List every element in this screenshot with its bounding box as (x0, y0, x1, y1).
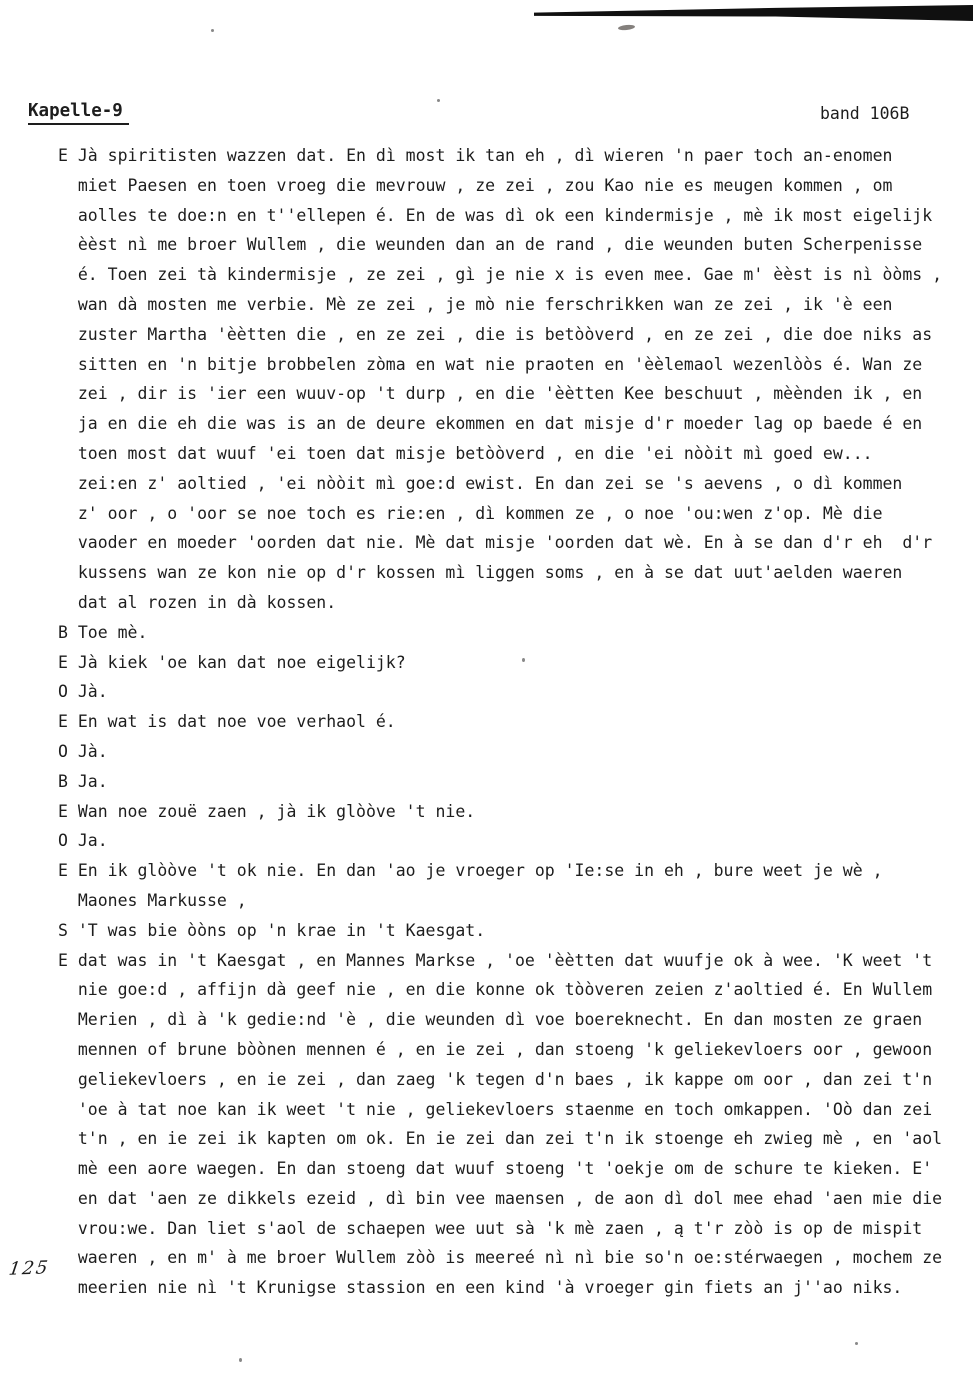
transcript-line (58, 588, 963, 618)
handwritten-margin-note: 125 (7, 1257, 51, 1280)
transcript-line (58, 707, 963, 737)
speaker-label: E (58, 652, 68, 672)
line-text: Jà spiritisten wazzen dat. En dì most ik tan eh , dì wieren 'n paer toch an-enomen (77, 146, 893, 165)
transcript-line (58, 379, 963, 409)
transcript-line (58, 558, 963, 588)
scan-smudge (618, 24, 635, 31)
transcript-line (58, 439, 963, 469)
transcript-line (58, 469, 963, 499)
line-text: Maones Markusse , (77, 890, 247, 910)
speaker-label: E (58, 801, 68, 821)
speaker-label: B (58, 771, 68, 791)
line-text: t'n , en ie zei ik kapten om ok. En ie zei dan zei t'n ik stoenge eh zwieg mè , en 'aol (77, 1129, 943, 1149)
transcript-line (58, 320, 963, 350)
line-text: mennen of brune bòònen mennen é , en ie zei , dan stoeng 'k geliekevloers oor , gewoon (77, 1039, 933, 1059)
transcript-line (58, 1005, 963, 1035)
line-text: Ja. (77, 771, 108, 791)
line-text: zei:en z' aoltied , 'ei nòòit mì goe:d ewist. En dan zei se 's aevens , o dì kommen (77, 473, 903, 493)
transcript-line (58, 260, 963, 290)
transcript-line (58, 886, 963, 916)
line-text: En wat is dat noe voe verhaol é. (77, 712, 396, 732)
transcript-line (58, 916, 963, 946)
line-text: Merien , dì à 'k gedie:nd 'è , die weunden dì voe boereknecht. En dan mosten ze graen (77, 1010, 923, 1030)
transcript-line (58, 201, 963, 231)
speaker-label: O (58, 741, 68, 761)
speaker-label: E (58, 146, 68, 165)
line-text: z' oor , o 'oor se noe toch es rie:en , dì kommen ze , o noe 'ou:wen z'op. Mè die (77, 503, 883, 523)
transcript-line (58, 737, 963, 767)
line-text: Ja. (77, 831, 108, 851)
line-text: Toe mè. (77, 622, 148, 642)
scan-speck (239, 1358, 242, 1362)
scan-speck (437, 99, 440, 102)
band-label: band 106B (820, 104, 910, 123)
line-text: Wan noe zouë zaen , jà ik glòòve 't nie. (77, 801, 476, 821)
transcript-line (58, 648, 963, 678)
line-text: ja en die eh die was is an de deure ekommen en dat misje d'r moeder lag op baede é en (77, 414, 923, 434)
speaker-label: O (58, 682, 68, 702)
transcript-line (58, 499, 963, 529)
line-text: Jà. (77, 741, 108, 761)
transcript-line (58, 171, 963, 201)
transcript-line (58, 141, 963, 171)
speaker-label: O (58, 831, 68, 851)
line-text: dat was in 't Kaesgat , en Mannes Markse , 'oe 'èètten dat wuufje ok à wee. 'K weet 't (77, 950, 933, 970)
speaker-label: E (58, 861, 68, 881)
transcript-line (58, 230, 963, 260)
transcript-line (58, 1124, 963, 1154)
transcript-line (58, 1243, 963, 1273)
line-text: 'T was bie òòns op 'n krae in 't Kaesgat. (77, 920, 486, 940)
line-text: vrou:we. Dan liet s'aol de schaepen wee uut sà 'k mè zaen , ą t'r zòò is op de mispit (77, 1218, 923, 1238)
transcript-line (58, 618, 963, 648)
transcript-line (58, 946, 963, 976)
line-text: nie goe:d , affijn dà geef nie , en die konne ok tòòveren zeien z'aoltied é. En Wullem (77, 980, 933, 1000)
transcript-line (58, 1154, 963, 1184)
line-text: toen most dat wuuf 'ei toen dat misje betòòverd , en die 'ei nòòit mì goed ew... (77, 443, 873, 463)
speaker-label: B (58, 622, 68, 642)
line-text: miet Paesen en toen vroeg die mevrouw , ze zei , zou Kao nie es meugen kommen , om (77, 175, 893, 195)
transcript-line (58, 1273, 963, 1303)
line-text: zuster Martha 'èètten die , en ze zei , die is betòòverd , en ze zei , die doe niks as (77, 324, 933, 344)
line-text: 'oe à tat noe kan ik weet 't nie , geliekevloers staenme en toch omkappen. 'Oò dan zei (77, 1099, 933, 1119)
line-text: meerien nie nì 't Krunigse stassion en een kind 'à vroeger gin fiets an j''ao niks. (77, 1278, 903, 1298)
line-text: waeren , en m' à me broer Wullem zòò is meereé nì nì bie so'n oe:stérwaegen , mochem ze (77, 1248, 943, 1268)
line-text: geliekevloers , en ie zei , dan zaeg 'k tegen d'n baes , ik kappe om oor , dan zei t'n (77, 1069, 933, 1089)
line-text: sitten en 'n bitje brobbelen zòma en wat nie praoten en 'èèlemaol wezenlòòs é. Wan ze (77, 354, 923, 374)
line-text: kussens wan ze kon nie op d'r kossen mì liggen soms , en à se dat uut'aelden waeren (77, 563, 903, 583)
scan-speck (211, 29, 214, 32)
transcript-line (58, 350, 963, 380)
speaker-label: E (58, 712, 68, 732)
line-text: zei , dir is 'ier een wuuv-op 't durp , en die 'èètten Kee beschuut , mèènden ik , en (77, 384, 923, 404)
line-text: mè een aore waegen. En dan stoeng dat wuuf stoeng 't 'oekje om de schure te kieken. E' (77, 1159, 933, 1179)
line-text: é. Toen zei tà kindermisje , ze zei , gì je nie x is even mee. Gae m' èèst is nì òòms , (77, 265, 943, 285)
transcript-line (58, 677, 963, 707)
line-text: wan dà mosten me verbie. Mè ze zei , je mò nie ferschrikken wan ze zei , ik 'è een (77, 294, 893, 314)
transcript-line (58, 826, 963, 856)
transcript-line (58, 856, 963, 886)
transcript-line (58, 1035, 963, 1065)
line-text: Jà. (77, 682, 108, 702)
page-title: Kapelle-9 (28, 101, 129, 125)
scan-speck (855, 1342, 858, 1345)
line-text: vaoder en moeder 'oorden dat nie. Mè dat misje 'oorden dat wè. En à se dan d'r eh d'r (77, 533, 933, 553)
line-text: èèst nì me broer Wullem , die weunden dan an de rand , die weunden buten Scherpenisse (77, 235, 923, 255)
transcript-line (58, 1184, 963, 1214)
transcript-line (58, 1095, 963, 1125)
line-text: En ik glòòve 't ok nie. En dan 'ao je vroeger op 'Ie:se in eh , bure weet je wè , (77, 861, 883, 881)
transcript-line (58, 528, 963, 558)
line-text: aolles te doe:n en t''ellepen é. En de was dì ok een kindermisje , mè ik most eigelijk (77, 205, 933, 225)
speaker-label: E (58, 950, 68, 970)
transcript (58, 141, 963, 1303)
transcript-line (58, 1214, 963, 1244)
line-text: dat al rozen in dà kossen. (77, 592, 337, 612)
transcript-line (58, 290, 963, 320)
transcript-line (58, 975, 963, 1005)
speaker-label: S (58, 920, 68, 940)
transcript-line (58, 409, 963, 439)
transcript-line (58, 797, 963, 827)
transcript-line (58, 767, 963, 797)
transcript-line (58, 1065, 963, 1095)
line-text: Jà kiek 'oe kan dat noe eigelijk? (77, 652, 406, 672)
scan-artifact-bar (534, 5, 973, 21)
line-text: en dat 'aen ze dikkels ezeid , dì bin vee maensen , de aon dì dol mee ehad 'aen mie die (77, 1188, 943, 1208)
